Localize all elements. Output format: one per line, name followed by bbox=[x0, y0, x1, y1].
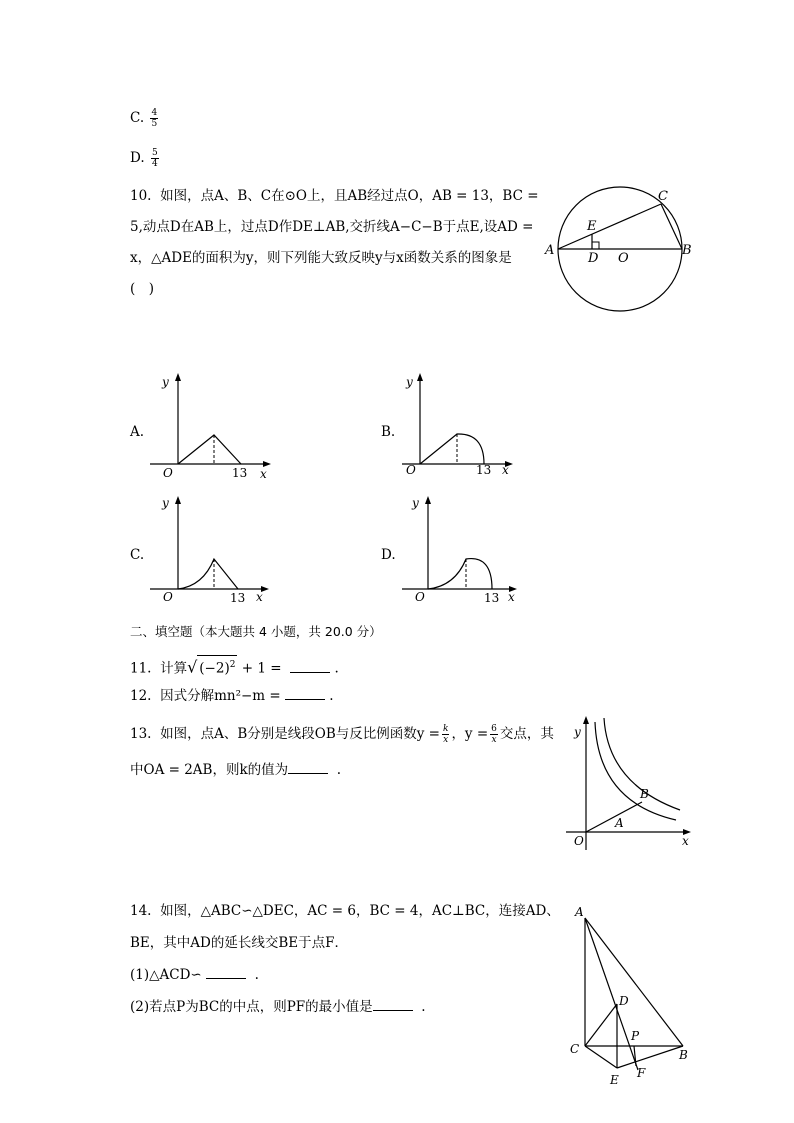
q10-option-d-graph bbox=[400, 493, 530, 605]
fraction-6-over-x bbox=[490, 724, 498, 745]
y-arrow-icon bbox=[175, 496, 181, 504]
origin-label: O bbox=[163, 466, 173, 480]
q14-line1 bbox=[130, 902, 560, 920]
label-e: E bbox=[587, 219, 597, 234]
y-arrow-icon bbox=[175, 373, 181, 381]
q10-option-a-graph bbox=[148, 370, 278, 480]
segment-cd bbox=[585, 1004, 617, 1046]
y-label: y bbox=[406, 375, 413, 389]
q10-option-d-label: D. bbox=[381, 547, 396, 563]
numerator: 6 bbox=[491, 724, 497, 734]
q14-line2: BE，其中AD的延长线交BE于点F． bbox=[130, 935, 348, 951]
question-number: 12. bbox=[130, 688, 152, 704]
label-a: A bbox=[575, 905, 584, 919]
q13-hyperbola-figure bbox=[562, 712, 697, 854]
y-label: y bbox=[574, 725, 581, 739]
denominator: x bbox=[491, 735, 497, 745]
graph-curve bbox=[178, 559, 238, 589]
fraction bbox=[150, 108, 158, 129]
q11-line bbox=[130, 655, 339, 678]
section-title: 二、填空题（本大题共 4 小题，共 20.0 分） bbox=[130, 624, 382, 639]
graph-curve bbox=[178, 435, 241, 464]
label-c: C bbox=[658, 189, 668, 204]
y-label: y bbox=[162, 496, 169, 510]
y-label: y bbox=[162, 375, 169, 389]
q13-line1 bbox=[130, 724, 554, 745]
x-label: x bbox=[502, 463, 509, 477]
segment-af bbox=[585, 918, 638, 1070]
right-angle-mark bbox=[592, 242, 599, 249]
question-text: (1)△ACD∽ bbox=[130, 967, 202, 983]
q14-line3 bbox=[130, 966, 259, 984]
option-label: C. bbox=[130, 110, 145, 126]
answer-blank[interactable] bbox=[373, 998, 413, 1011]
segment-ce bbox=[585, 1046, 617, 1068]
answer-blank[interactable] bbox=[206, 966, 246, 979]
label-f: F bbox=[637, 1066, 646, 1080]
y-arrow-icon bbox=[425, 496, 431, 504]
question-text: 如图，点A、B、C在⊙O上，且AB经过点O，AB = 13，BC = bbox=[160, 188, 539, 204]
segment-ob bbox=[586, 802, 642, 832]
y-arrow-icon bbox=[583, 716, 589, 724]
q10-line3: x，△ADE的面积为y，则下列能大致反映y与x函数关系的图象是 bbox=[130, 250, 512, 266]
fraction bbox=[151, 148, 159, 169]
option-label: D. bbox=[130, 150, 145, 166]
q14-line4 bbox=[130, 998, 426, 1016]
question-number: 11. bbox=[130, 660, 152, 677]
sqrt-icon: √ bbox=[187, 657, 198, 677]
graph-curve bbox=[420, 434, 484, 464]
radicand-text: (−2) bbox=[199, 660, 230, 677]
q10-option-b-graph bbox=[400, 370, 530, 480]
period: . bbox=[421, 999, 426, 1015]
q14-triangle-figure bbox=[565, 900, 700, 1095]
y-arrow-icon bbox=[417, 373, 423, 381]
q10-line2: 5,动点D在AB上，过点D作DE⊥AB,交折线A−C−B于点E,设AD = bbox=[130, 219, 534, 235]
origin-label: O bbox=[163, 590, 173, 604]
x-label: x bbox=[260, 467, 267, 480]
period: . bbox=[329, 688, 334, 704]
q13-line2 bbox=[130, 761, 341, 779]
period: . bbox=[334, 660, 339, 677]
q10-line1 bbox=[130, 187, 539, 205]
question-text: 如图，△ABC∽△DEC，AC = 6，BC = 4，AC⊥BC，连接AD、 bbox=[160, 903, 560, 919]
question-number: 10. bbox=[130, 188, 152, 204]
answer-blank[interactable] bbox=[288, 761, 328, 774]
question-text: 如图，点A、B分别是线段OB与反比例函数y = bbox=[160, 726, 440, 742]
q12-line bbox=[130, 687, 334, 705]
q10-option-c-graph bbox=[148, 493, 278, 605]
label-a: A bbox=[545, 243, 555, 258]
tick-13: 13 bbox=[476, 463, 492, 477]
answer-blank[interactable] bbox=[285, 687, 325, 700]
numerator: k bbox=[442, 724, 449, 734]
fraction-k-over-x bbox=[442, 724, 449, 745]
question-text: (2)若点P为BC的中点，则PF的最小值是 bbox=[130, 999, 373, 1015]
period: . bbox=[336, 762, 342, 778]
q10-line4: ( ) bbox=[130, 281, 155, 297]
y-label: y bbox=[412, 496, 419, 510]
origin-label: O bbox=[406, 463, 416, 477]
origin-label: O bbox=[574, 834, 584, 848]
denominator: 4 bbox=[151, 159, 158, 169]
label-b: B bbox=[679, 1048, 688, 1062]
period: . bbox=[254, 967, 259, 983]
q10-option-a-label: A. bbox=[130, 424, 145, 440]
q10-circle-figure bbox=[540, 185, 700, 315]
segment-ac bbox=[558, 204, 661, 249]
label-p: P bbox=[631, 1029, 640, 1043]
x-label: x bbox=[682, 834, 689, 848]
question-number: 14. bbox=[130, 903, 152, 919]
label-e: E bbox=[610, 1073, 619, 1087]
label-d: D bbox=[588, 251, 599, 266]
label-o: O bbox=[618, 251, 629, 266]
question-text-tail: 交点，其 bbox=[499, 726, 554, 742]
question-text-mid: ，y = bbox=[451, 726, 489, 742]
tick-13: 13 bbox=[484, 591, 500, 605]
q10-option-b-label: B. bbox=[381, 424, 396, 440]
question-number: 13. bbox=[130, 726, 152, 742]
label-b: B bbox=[682, 243, 692, 258]
tick-13: 13 bbox=[230, 591, 246, 605]
denominator: x bbox=[443, 735, 449, 745]
denominator: 5 bbox=[151, 119, 158, 129]
segment-cb bbox=[661, 204, 682, 249]
x-label: x bbox=[256, 590, 263, 604]
question-text: 计算 bbox=[160, 660, 188, 677]
origin-label: O bbox=[415, 590, 425, 604]
label-b: B bbox=[640, 787, 649, 801]
graph-curve bbox=[428, 559, 492, 589]
q10-option-c-label: C. bbox=[130, 547, 145, 563]
segment-eb bbox=[617, 1046, 683, 1068]
radicand bbox=[197, 655, 237, 678]
label-a: A bbox=[615, 816, 624, 830]
question-text: 因式分解mn²−m = bbox=[160, 688, 281, 704]
numerator: 4 bbox=[151, 108, 158, 118]
numerator: 5 bbox=[151, 148, 158, 158]
q9-option-d bbox=[130, 148, 161, 169]
label-c: C bbox=[570, 1042, 580, 1056]
label-d: D bbox=[619, 994, 629, 1008]
exponent: 2 bbox=[229, 660, 236, 670]
x-label: x bbox=[508, 590, 515, 604]
answer-blank[interactable] bbox=[290, 660, 330, 673]
question-text: 中OA = 2AB，则k的值为 bbox=[130, 762, 289, 778]
tick-13: 13 bbox=[232, 466, 248, 480]
q9-option-c bbox=[130, 108, 160, 129]
question-text-tail: + 1 = bbox=[237, 660, 282, 677]
